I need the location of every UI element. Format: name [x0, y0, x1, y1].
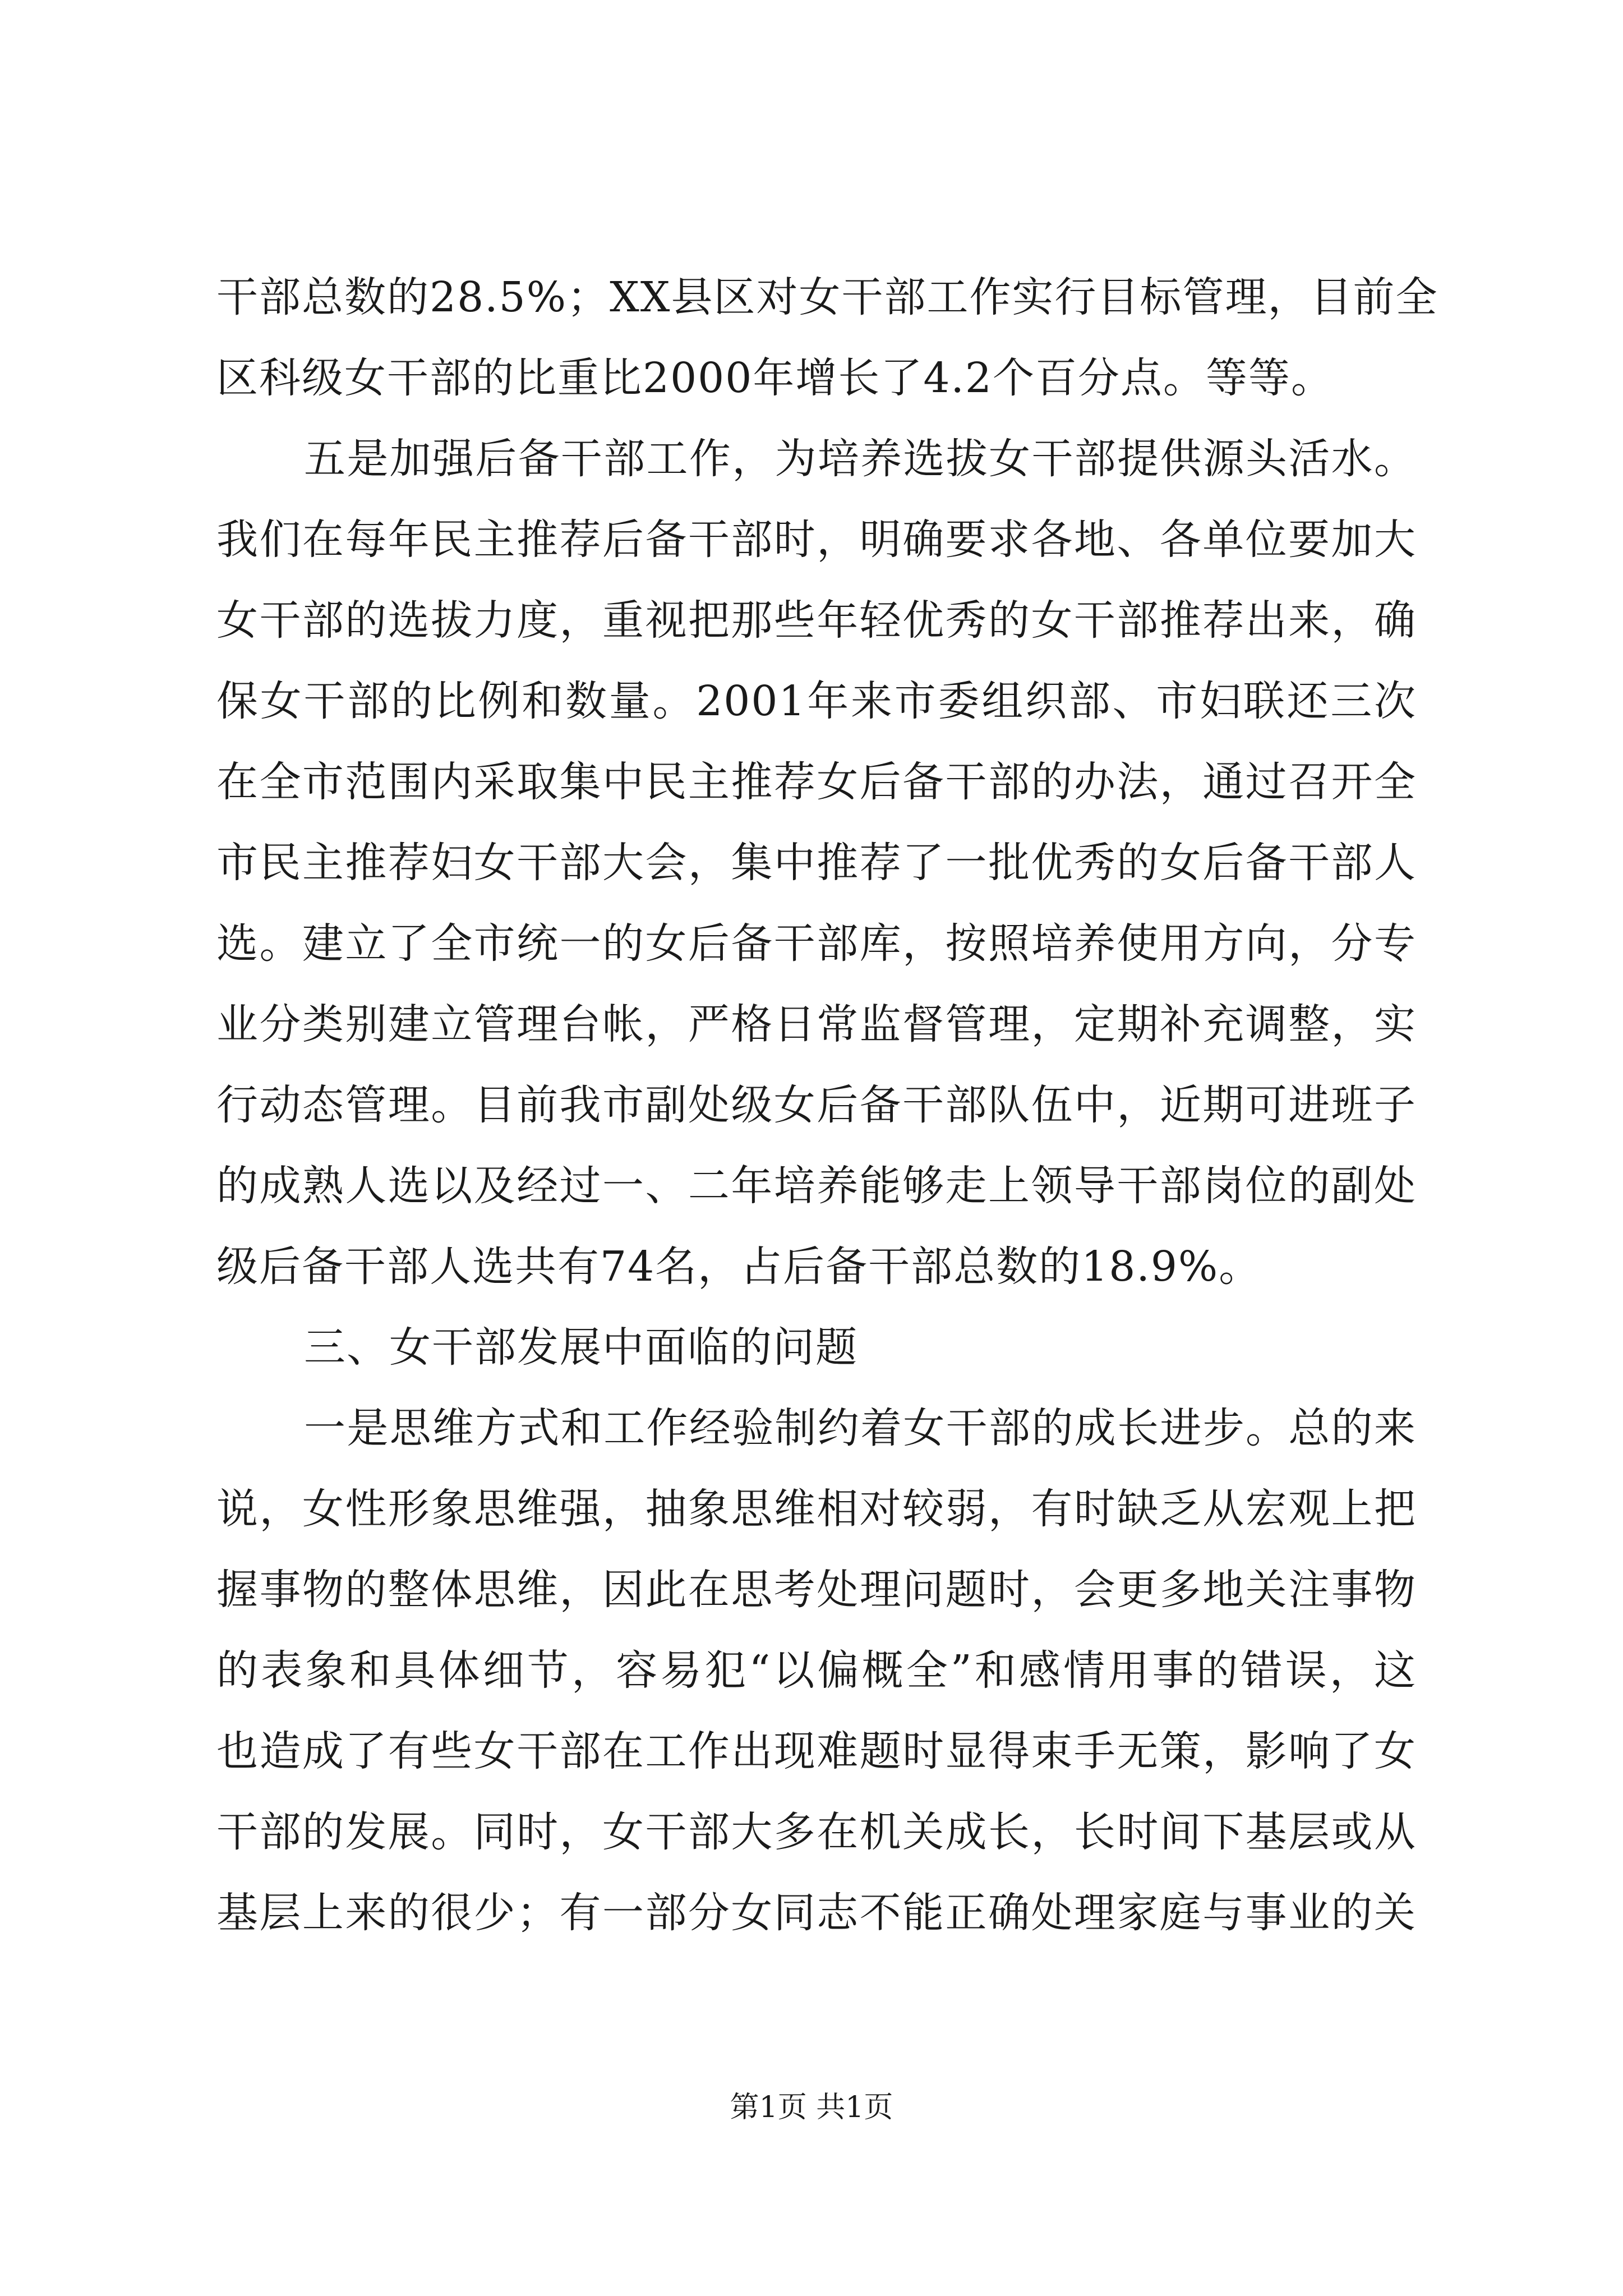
text-line: 保女干部的比例和数量。2001年来市委组织部、市妇联还三次 — [216, 677, 1417, 725]
text-line: 区科级女干部的比重比2000年增长了4.2个百分点。等等。 — [216, 354, 1334, 402]
text-line: 基层上来的很少；有一部分女同志不能正确处理家庭与事业的关 — [216, 1889, 1417, 1937]
paragraph-first-line: 五是加强后备干部工作，为培养选拔女干部提供源头活水。 — [304, 435, 1417, 483]
text-line: 握事物的整体思维，因此在思考处理问题时，会更多地关注事物 — [216, 1566, 1417, 1614]
text-line: 说，女性形象思维强，抽象思维相对较弱，有时缺乏从宏观上把 — [216, 1485, 1417, 1533]
document-body — [216, 257, 1438, 1953]
section-heading: 三、女干部发展中面临的问题 — [304, 1323, 858, 1372]
page-number-footer: 第1页 共1页 — [730, 2091, 893, 2124]
text-line: 市民主推荐妇女干部大会，集中推荐了一批优秀的女后备干部人 — [216, 839, 1417, 887]
text-line: 行动态管理。目前我市副处级女后备干部队伍中，近期可进班子 — [216, 1081, 1417, 1129]
text-line: 的表象和具体细节，容易犯“以偏概全”和感情用事的错误，这 — [216, 1646, 1417, 1695]
text-line: 我们在每年民主推荐后备干部时，明确要求各地、各单位要加大 — [216, 516, 1417, 564]
text-line: 在全市范围内采取集中民主推荐女后备干部的办法，通过召开全 — [216, 758, 1417, 806]
text-line: 级后备干部人选共有74名，占后备干部总数的18.9%。 — [216, 1243, 1262, 1291]
paragraph-first-line: 一是思维方式和工作经验制约着女干部的成长进步。总的来 — [304, 1404, 1417, 1452]
text-line: 也造成了有些女干部在工作出现难题时显得束手无策，影响了女 — [216, 1727, 1417, 1775]
text-line: 的成熟人选以及经过一、二年培养能够走上领导干部岗位的副处 — [216, 1162, 1417, 1210]
text-line: 干部的发展。同时，女干部大多在机关成长，长时间下基层或从 — [216, 1808, 1417, 1856]
text-line: 选。建立了全市统一的女后备干部库，按照培养使用方向，分专 — [216, 919, 1417, 968]
text-line: 女干部的选拔力度，重视把那些年轻优秀的女干部推荐出来，确 — [216, 596, 1417, 645]
text-line: 业分类别建立管理台帐，严格日常监督管理，定期补充调整，实 — [216, 1000, 1417, 1048]
text-line: 干部总数的28.5%；XX县区对女干部工作实行目标管理，目前全 — [216, 273, 1438, 321]
